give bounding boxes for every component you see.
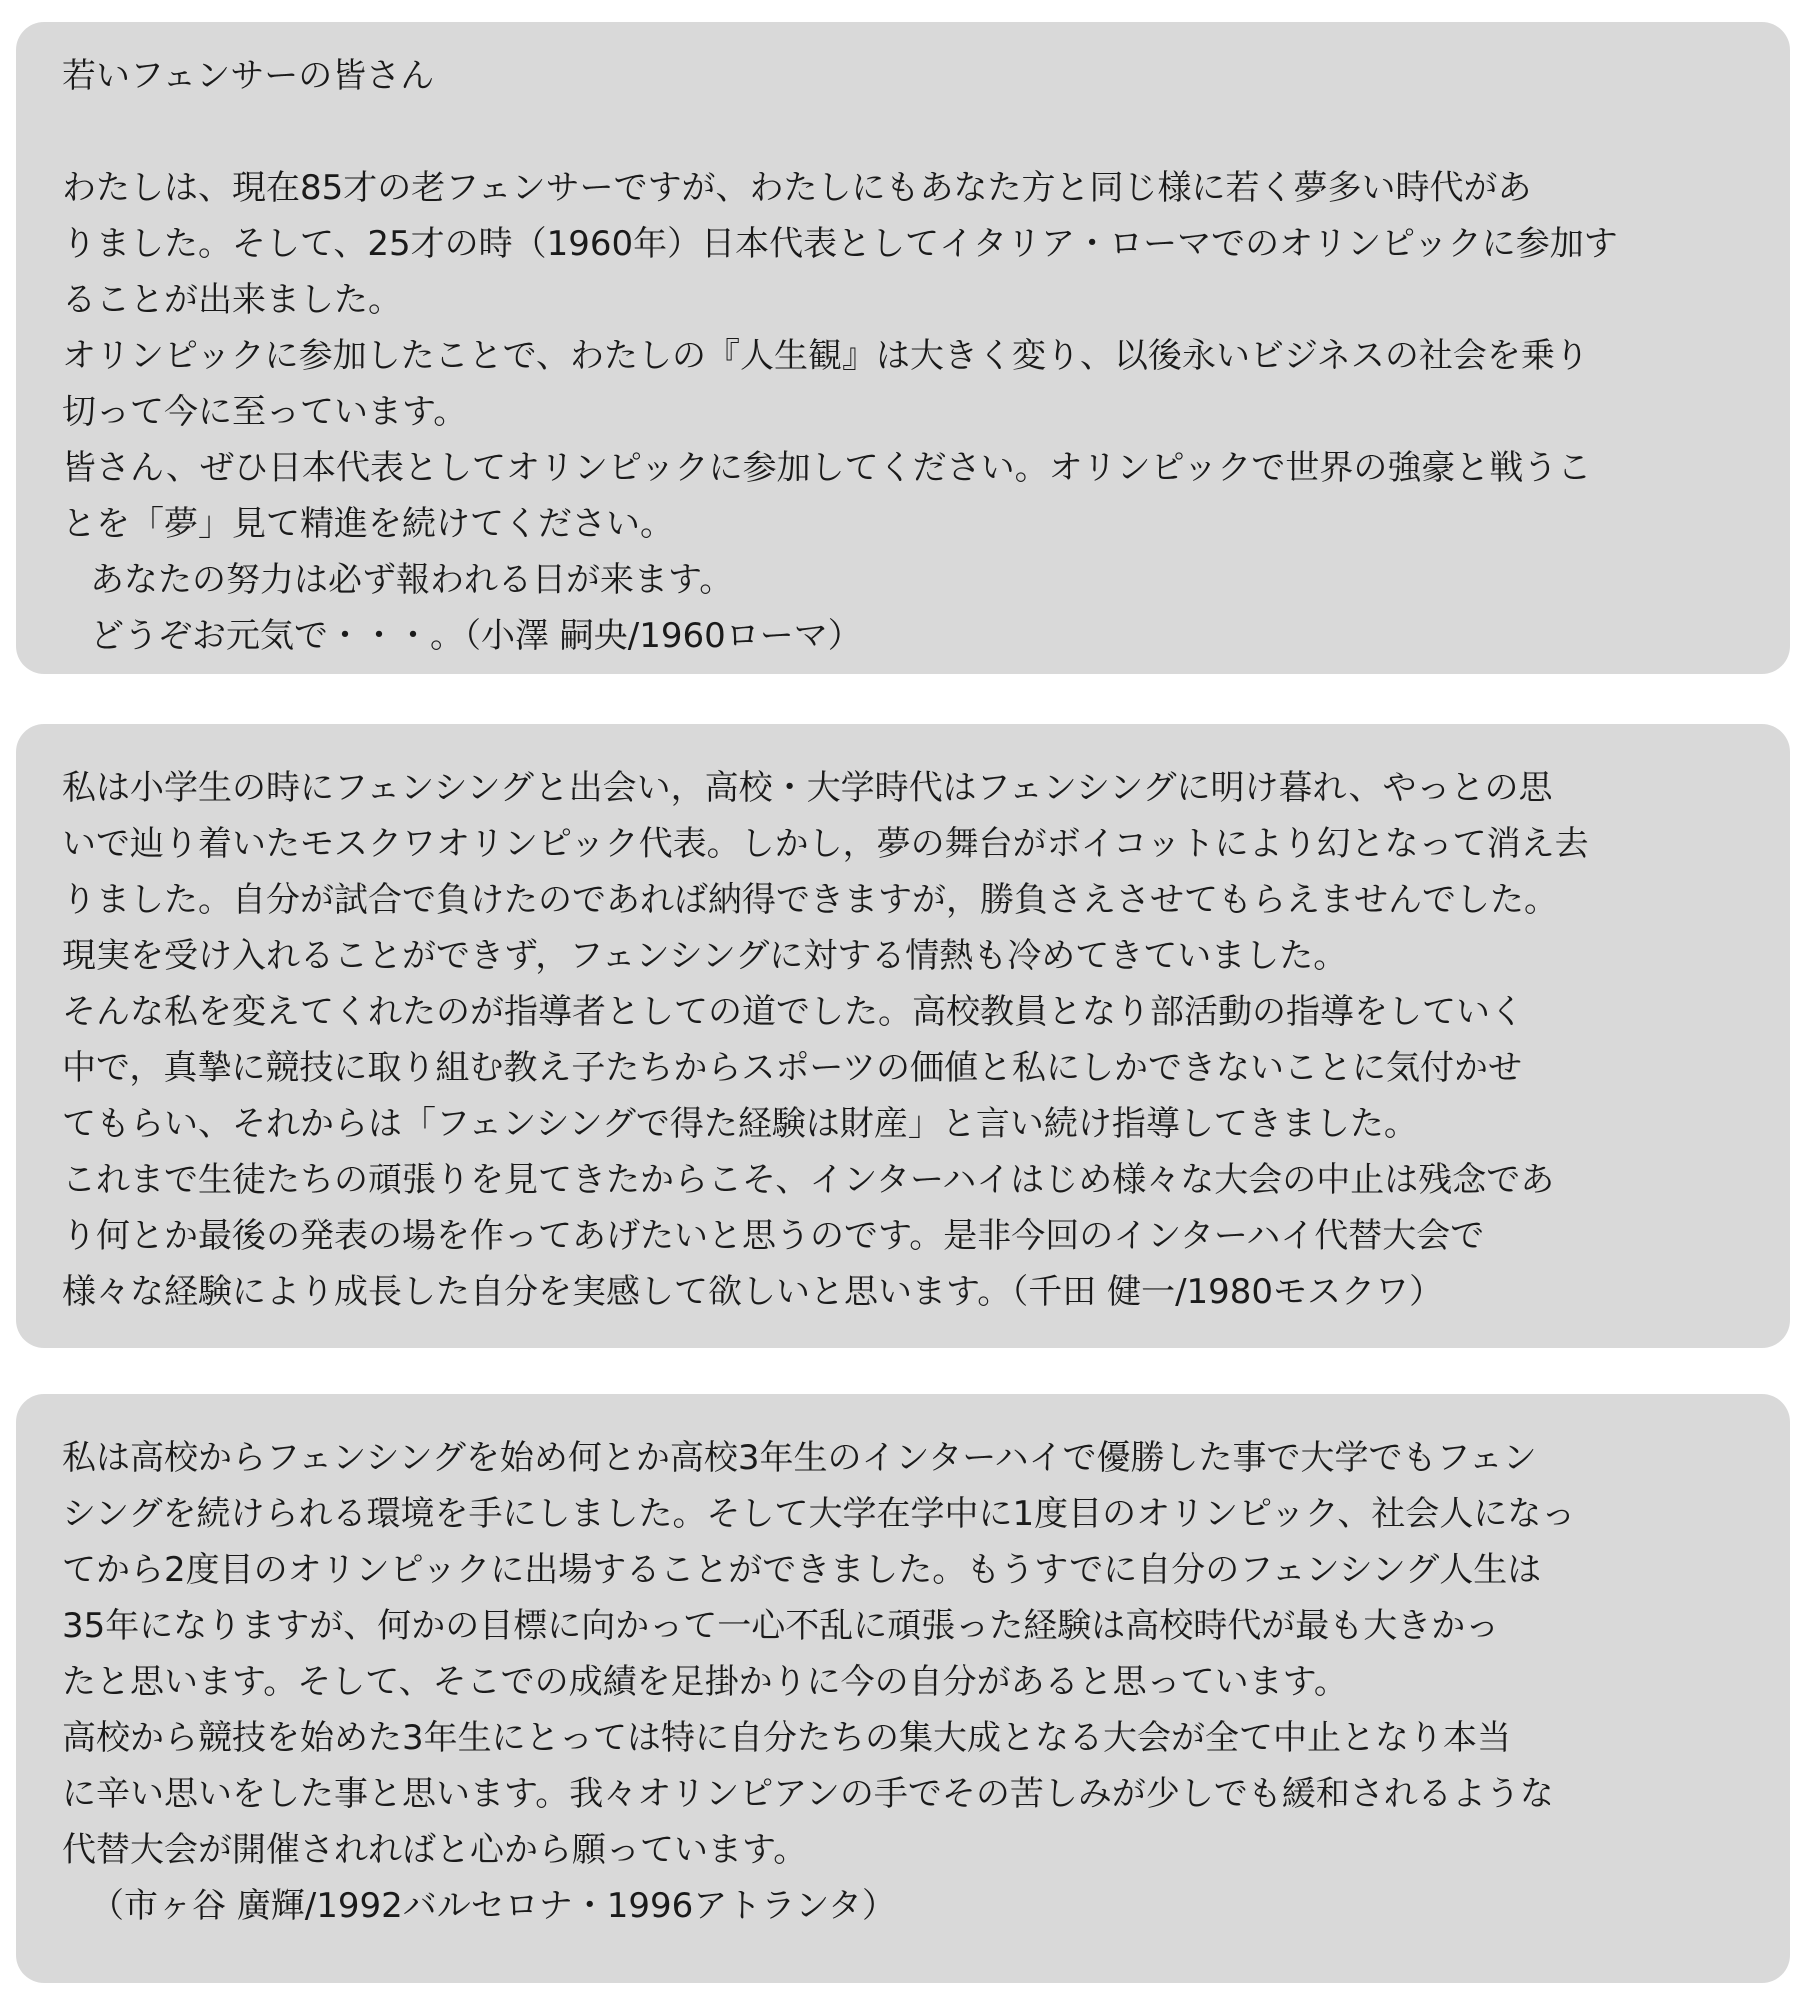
message-card-chida [16, 724, 1790, 1348]
message-line: 代替大会が開催されればと心から願っています。 [62, 1830, 808, 1870]
spacer [62, 104, 1760, 160]
message-line: シングを続けられる環境を手にしました。そして大学在学中に1度目のオリンピック、社会人になっ [62, 1494, 1576, 1534]
message-card-ozawa [16, 22, 1790, 674]
message-line: わたしは、現在85才の老フェンサーですが、わたしにもあなた方と同じ様に若く夢多い時代があ [62, 168, 1532, 208]
signature-line: どうぞお元気で・・・。（小澤 嗣央/1960ローマ） [90, 616, 862, 656]
message-line: ることが出来ました。 [62, 280, 402, 320]
message-line: 切って今に至っています。 [62, 392, 468, 432]
message-line: いで辿り着いたモスクワオリンピック代表。しかし，夢の舞台がボイコットにより幻となって消え去 [62, 824, 1589, 864]
message-line: に辛い思いをした事と思います。我々オリンピアンの手でその苦しみが少しでも緩和されるような [62, 1774, 1554, 1814]
message-line: オリンピックに参加したことで、わたしの『人生観』は大きく変り、以後永いビジネスの社会を乗り [62, 336, 1589, 376]
message-line: てもらい、それからは「フェンシングで得た経験は財産」と言い続け指導してきました。 [62, 1104, 1418, 1144]
message-line: り何とか最後の発表の場を作ってあげたいと思うのです。是非今回のインターハイ代替大会で [62, 1216, 1485, 1256]
message-card-ichigaya [16, 1394, 1790, 1983]
greeting: 若いフェンサーの皆さん [62, 56, 435, 96]
message-line: これまで生徒たちの頑張りを見てきたからこそ、インターハイはじめ様々な大会の中止は残念であ [62, 1160, 1555, 1200]
message-line: 皆さん、ぜひ日本代表としてオリンピックに参加してください。オリンピックで世界の強豪と戦うこ [62, 448, 1592, 488]
message-line: 高校から競技を始めた3年生にとっては特に自分たちの集大成となる大会が全て中止となり本当 [62, 1718, 1511, 1758]
message-line: たと思います。そして、そこでの成績を足掛かりに今の自分があると思っています。 [62, 1662, 1348, 1702]
message-line: りました。自分が試合で負けたのであれば納得できますが，勝負さえさせてもらえませんでした。 [62, 880, 1558, 920]
signature-line: （市ヶ谷 廣輝/1992バルセロナ・1996アトランタ） [90, 1886, 896, 1926]
message-line: 私は小学生の時にフェンシングと出会い，高校・大学時代はフェンシングに明け暮れ、やっとの思 [62, 768, 1553, 808]
message-line: とを「夢」見て精進を続けてください。 [62, 504, 674, 544]
message-line: 中で，真摯に競技に取り組む教え子たちからスポーツの価値と私にしかできないことに気付かせ [62, 1048, 1522, 1088]
message-line: 私は高校からフェンシングを始め何とか高校3年生のインターハイで優勝した事で大学でもフェン [62, 1438, 1537, 1478]
message-line: てから2度目のオリンピックに出場することができました。もうすでに自分のフェンシング人生は [62, 1550, 1542, 1590]
message-line: そんな私を変えてくれたのが指導者としての道でした。高校教員となり部活動の指導をしていく [62, 992, 1524, 1032]
message-line: 35年になりますが、何かの目標に向かって一心不乱に頑張った経験は高校時代が最も大きかっ [62, 1606, 1500, 1646]
message-line: 現実を受け入れることができず，フェンシングに対する情熱も冷めてきていました。 [62, 936, 1348, 976]
signature-line: 様々な経験により成長した自分を実感して欲しいと思います。（千田 健一/1980モスクワ） [62, 1272, 1444, 1312]
closing-line: あなたの努力は必ず報われる日が来ます。 [90, 560, 734, 600]
message-line: りました。そして、25才の時（1960年）日本代表としてイタリア・ローマでのオリンピックに参加す [62, 224, 1618, 264]
